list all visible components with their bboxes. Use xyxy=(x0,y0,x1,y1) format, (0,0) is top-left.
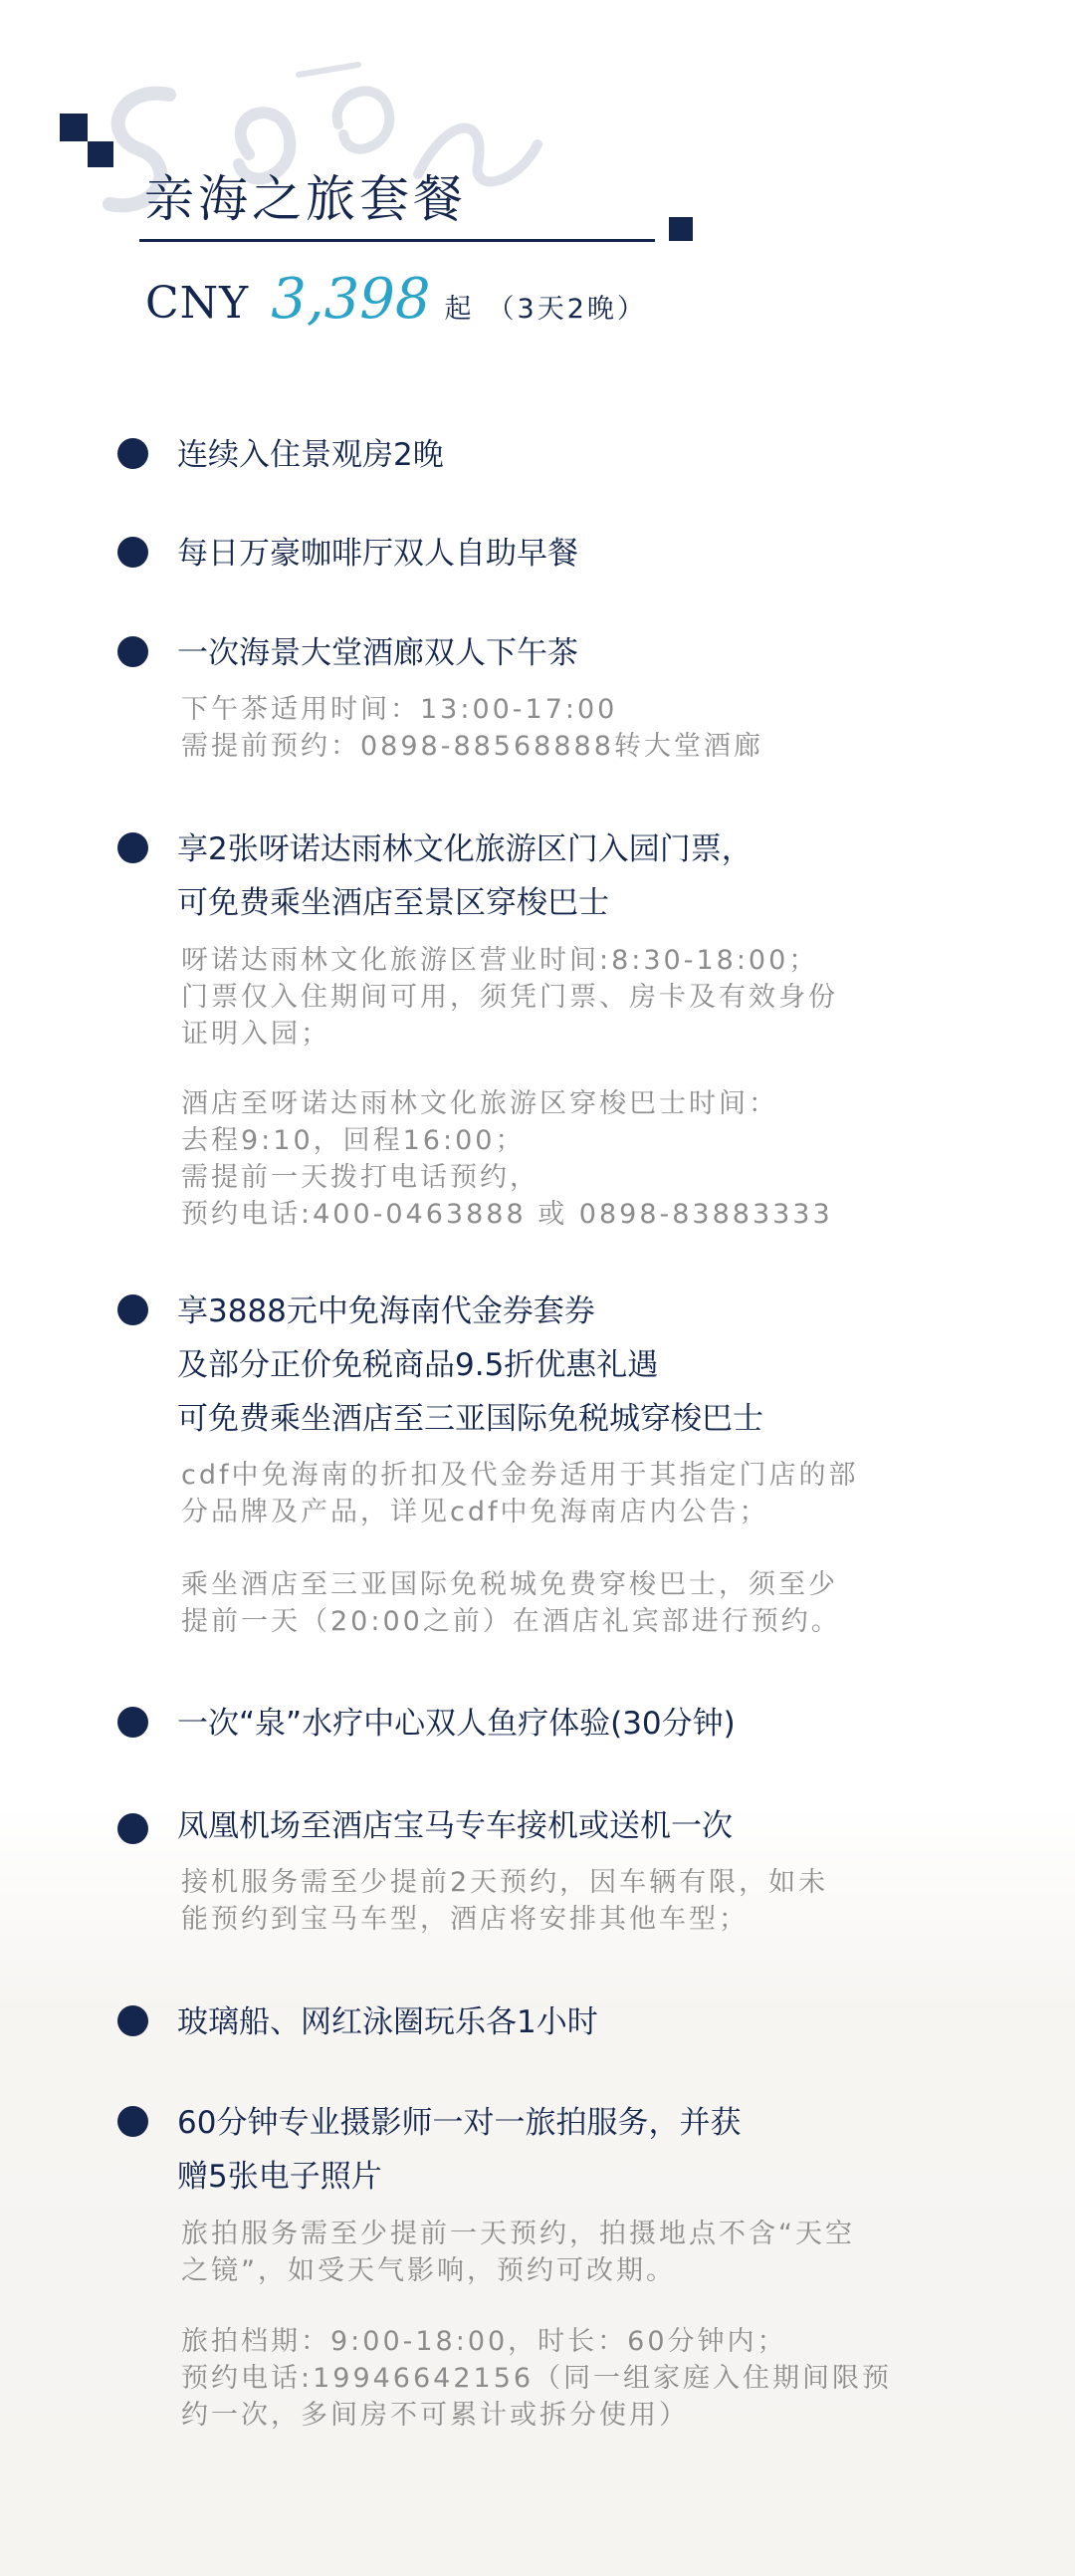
item-note: 分品牌及产品，详见cdf中免海南店内公告； xyxy=(181,1497,769,1527)
item-note: 证明入园； xyxy=(181,1019,330,1050)
item-note: 需提前一天拨打电话预约， xyxy=(181,1162,539,1193)
item-note: 呀诺达雨林文化旅游区营业时间:8:30-18:00； xyxy=(181,945,819,976)
item-note: 需提前预约：0898-88568888转大堂酒廊 xyxy=(181,731,763,762)
bullet-icon xyxy=(117,1707,148,1738)
bullet-icon xyxy=(117,636,148,667)
bullet-icon xyxy=(117,832,148,863)
price-from: 起 xyxy=(444,294,472,325)
item-heading: 可免费乘坐酒店至三亚国际免税城穿梭巴士 xyxy=(177,1401,763,1437)
price-currency: CNY xyxy=(145,278,250,329)
item-heading: 享2张呀诺达雨林文化旅游区门入园门票， xyxy=(177,831,752,867)
item-note: 酒店至呀诺达雨林文化旅游区穿梭巴士时间： xyxy=(181,1088,778,1119)
package-title: 亲海之旅套餐 xyxy=(144,170,467,228)
item-heading: 凤凰机场至酒店宝马专车接机或送机一次 xyxy=(177,1808,733,1844)
decor-square xyxy=(60,114,88,141)
item-heading: 60分钟专业摄影师一对一旅拍服务，并获 xyxy=(177,2105,742,2141)
bullet-icon xyxy=(117,2005,148,2036)
item-note: 之镜”，如受天气影响，预约可改期。 xyxy=(181,2255,676,2286)
bullet-icon xyxy=(117,1294,148,1325)
price-line xyxy=(145,267,647,332)
item-note: 预约电话:19946642156（同一组家庭入住期间限预 xyxy=(181,2363,893,2394)
item-heading: 赠5张电子照片 xyxy=(177,2159,382,2195)
decor-square xyxy=(88,141,113,167)
item-heading: 每日万豪咖啡厅双人自助早餐 xyxy=(177,536,578,572)
item-note: 预约电话:400-0463888 或 0898-83883333 xyxy=(181,1199,833,1230)
package-duration: （3天2晚） xyxy=(487,294,647,325)
item-note: 提前一天（20:00之前）在酒店礼宾部进行预约。 xyxy=(181,1606,841,1637)
item-heading: 连续入住景观房2晚 xyxy=(177,437,444,473)
bullet-icon xyxy=(117,2106,148,2137)
item-note: 下午茶适用时间：13:00-17:00 xyxy=(181,694,618,725)
item-note: cdf中免海南的折扣及代金券适用于其指定门店的部 xyxy=(181,1460,859,1491)
item-note: 接机服务需至少提前2天预约，因车辆有限，如未 xyxy=(181,1867,829,1898)
item-heading: 玻璃船、网红泳圈玩乐各1小时 xyxy=(177,2004,598,2040)
item-note: 约一次，多间房不可累计或拆分使用） xyxy=(181,2400,689,2431)
item-note: 去程9:10，回程16:00； xyxy=(181,1125,526,1156)
price-amount: 3,398 xyxy=(271,267,431,332)
title-underline xyxy=(139,239,655,242)
item-heading: 享3888元中免海南代金券套券 xyxy=(177,1293,595,1329)
item-note: 门票仅入住期间可用，须凭门票、房卡及有效身份 xyxy=(181,982,838,1013)
item-heading: 可免费乘坐酒店至景区穿梭巴士 xyxy=(177,885,609,921)
item-note: 乘坐酒店至三亚国际免税城免费穿梭巴士，须至少 xyxy=(181,1569,838,1600)
item-note: 能预约到宝马车型，酒店将安排其他车型； xyxy=(181,1904,749,1935)
item-heading: 一次海景大堂酒廊双人下午茶 xyxy=(177,635,578,671)
item-heading: 及部分正价免税商品9.5折优惠礼遇 xyxy=(177,1347,659,1383)
decor-square xyxy=(669,217,693,241)
bullet-icon xyxy=(117,537,148,568)
bullet-icon xyxy=(117,438,148,469)
bullet-icon xyxy=(117,1813,148,1844)
item-note: 旅拍服务需至少提前一天预约，拍摄地点不含“天空 xyxy=(181,2219,855,2249)
item-heading: 一次“泉”水疗中心双人鱼疗体验(30分钟) xyxy=(177,1706,736,1742)
item-note: 旅拍档期：9:00-18:00，时长：60分钟内； xyxy=(181,2326,787,2357)
